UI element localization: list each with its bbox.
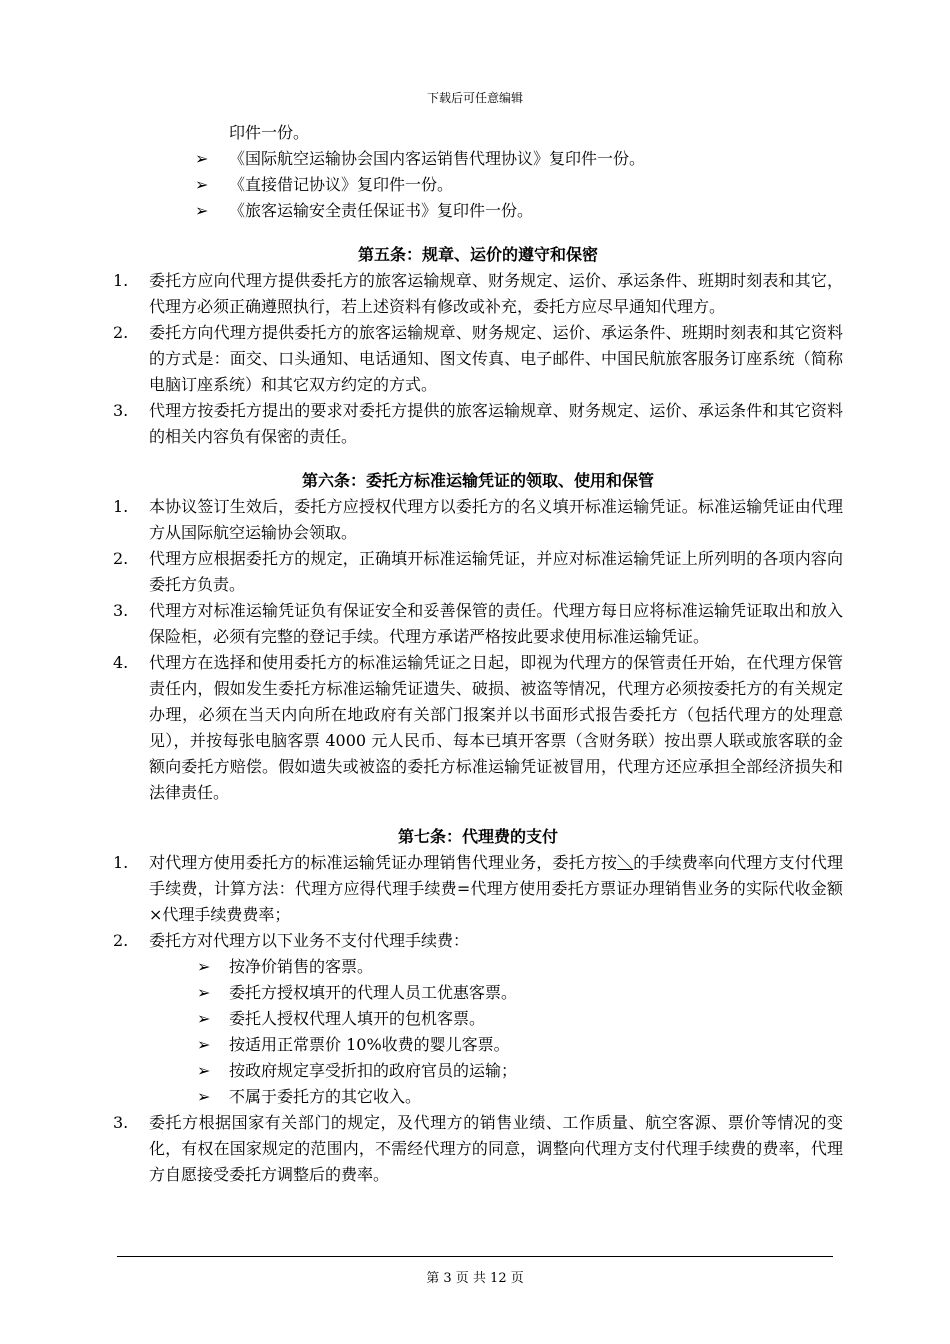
item-text: 本协议签订生效后，委托方应授权代理方以委托方的名义填开标准运输凭证。标准运输凭证由代理方从国际航空运输协会领取。 — [149, 497, 843, 542]
arrow-bullet-icon: ➢ — [197, 1087, 211, 1106]
list-item — [113, 1058, 843, 1084]
item-number: 1. — [113, 853, 129, 872]
bullet-text: 委托人授权代理人填开的包机客票。 — [229, 1009, 486, 1028]
footer-divider — [117, 1256, 833, 1257]
arrow-bullet-icon: ➢ — [197, 1035, 211, 1054]
item-text: 代理方应根据委托方的规定，正确填开标准运输凭证，并应对标准运输凭证上所列明的各项内容向委托方负责。 — [149, 549, 843, 594]
section-6-item-4 — [113, 650, 843, 806]
item-text-before: 对代理方使用委托方的标准运输凭证办理销售代理业务，委托方按 — [149, 853, 618, 872]
item-number: 1. — [113, 271, 129, 290]
item-number: 3. — [113, 1113, 129, 1132]
item-text: 委托方向代理方提供委托方的旅客运输规章、财务规定、运价、承运条件、班期时刻表和其它资料的方式是：面交、口头通知、电话通知、图文传真、电子邮件、中国民航旅客服务订座系统（简称电脑订座系统）和其它双方约定的方式。 — [149, 323, 843, 394]
item-number: 1. — [113, 497, 129, 516]
page-number: 第 3 页 共 12 页 — [426, 1271, 524, 1286]
list-item — [113, 172, 843, 198]
continuation-text: 印件一份。 — [229, 123, 310, 142]
section-7-item-1 — [113, 850, 843, 928]
section-6-item-3 — [113, 598, 843, 650]
section-5-item-1 — [113, 268, 843, 320]
section-6-heading: 第六条：委托方标准运输凭证的领取、使用和保管 — [301, 471, 654, 490]
section-5-item-3 — [113, 398, 843, 450]
item-text: 委托方应向代理方提供委托方的旅客运输规章、财务规定、运价、承运条件、班期时刻表和其它，代理方必须正确遵照执行，若上述资料有修改或补充，委托方应尽早通知代理方。 — [149, 271, 843, 316]
bullet-text: 《旅客运输安全责任保证书》复印件一份。 — [229, 201, 534, 220]
item-text: 代理方按委托方提出的要求对委托方提供的旅客运输规章、财务规定、运价、承运条件和其它资料的相关内容负有保密的责任。 — [149, 401, 843, 446]
arrow-bullet-icon: ➢ — [197, 957, 211, 976]
item-number: 2. — [113, 931, 129, 950]
item-number: 4. — [113, 653, 129, 672]
section-5-item-2 — [113, 320, 843, 398]
section-5-heading: 第五条：规章、运价的遵守和保密 — [357, 245, 598, 264]
bullet-text: 按适用正常票价 10%收费的婴儿客票。 — [229, 1035, 510, 1054]
arrow-bullet-icon: ➢ — [197, 1061, 211, 1080]
list-item — [113, 980, 843, 1006]
bullet-text: 按政府规定享受折扣的政府官员的运输； — [229, 1061, 518, 1080]
arrow-bullet-icon: ➢ — [195, 201, 209, 220]
section-7-item-3 — [113, 1110, 843, 1188]
arrow-bullet-icon: ➢ — [197, 983, 211, 1002]
list-item — [113, 954, 843, 980]
item-text: 委托方根据国家有关部门的规定，及代理方的销售业绩、工作质量、航空客源、票价等情况的变化，有权在国家规定的范围内，不需经代理方的同意，调整向代理方支付代理手续费的费率，代理方自愿接受委托方调整后的费率。 — [149, 1113, 843, 1184]
item-number: 2. — [113, 323, 129, 342]
bullet-text: 委托方授权填开的代理人员工优惠客票。 — [229, 983, 518, 1002]
item-number: 3. — [113, 401, 129, 420]
top-bullet-list — [113, 146, 843, 224]
item-number: 3. — [113, 601, 129, 620]
list-item — [113, 146, 843, 172]
bullet-text: 《国际航空运输协会国内客运销售代理协议》复印件一份。 — [229, 149, 646, 168]
item-number: 2. — [113, 549, 129, 568]
arrow-bullet-icon: ➢ — [195, 175, 209, 194]
section-7-item-2 — [113, 928, 843, 954]
bullet-text: 不属于委托方的其它收入。 — [229, 1087, 422, 1106]
item-text-after: 的手续费率向代理方支付代理手续费，计算方法：代理方应得代理手续费=代理方使用委托方票证办理销售业务的实际代收金额×代理手续费费率； — [149, 853, 843, 924]
item-text: 代理方在选择和使用委托方的标准运输凭证之日起，即视为代理方的保管责任开始，在代理方保管责任内，假如发生委托方标准运输凭证遗失、破损、被盗等情况，代理方必须按委托方的有关规定办理，必须在当天内向所在地政府有关部门报案并以书面形式报告委托方（包括代理方的处理意见），并按每张电脑客票 4000 元人民币、每本已填开客票（含财务联）按出票人联或旅客联的金额向委托方赔偿。假如遗失或被盗的委托方标准运输凭证被冒用，代理方还应承担全部经济损失和法律责任。 — [149, 653, 843, 802]
bullet-text: 按净价销售的客票。 — [229, 957, 374, 976]
item-text: 代理方对标准运输凭证负有保证安全和妥善保管的责任。代理方每日应将标准运输凭证取出和放入保险柜，必须有完整的登记手续。代理方承诺严格按此要求使用标准运输凭证。 — [149, 601, 843, 646]
document-body — [113, 120, 843, 1188]
arrow-bullet-icon: ➢ — [195, 149, 209, 168]
list-item — [113, 1006, 843, 1032]
section-7-heading: 第七条：代理费的支付 — [397, 827, 558, 846]
item-text: 委托方对代理方以下业务不支付代理手续费： — [149, 931, 470, 950]
list-item — [113, 1032, 843, 1058]
section-6-item-1 — [113, 494, 843, 546]
list-item — [113, 1084, 843, 1110]
page-header: 下载后可任意编辑 — [426, 91, 523, 105]
bullet-text: 《直接借记协议》复印件一份。 — [229, 175, 454, 194]
list-item — [113, 198, 843, 224]
exclusion-list — [113, 954, 843, 1110]
arrow-bullet-icon: ➢ — [197, 1009, 211, 1028]
fee-rate-blank: ＼ — [617, 853, 634, 872]
section-6-item-2 — [113, 546, 843, 598]
